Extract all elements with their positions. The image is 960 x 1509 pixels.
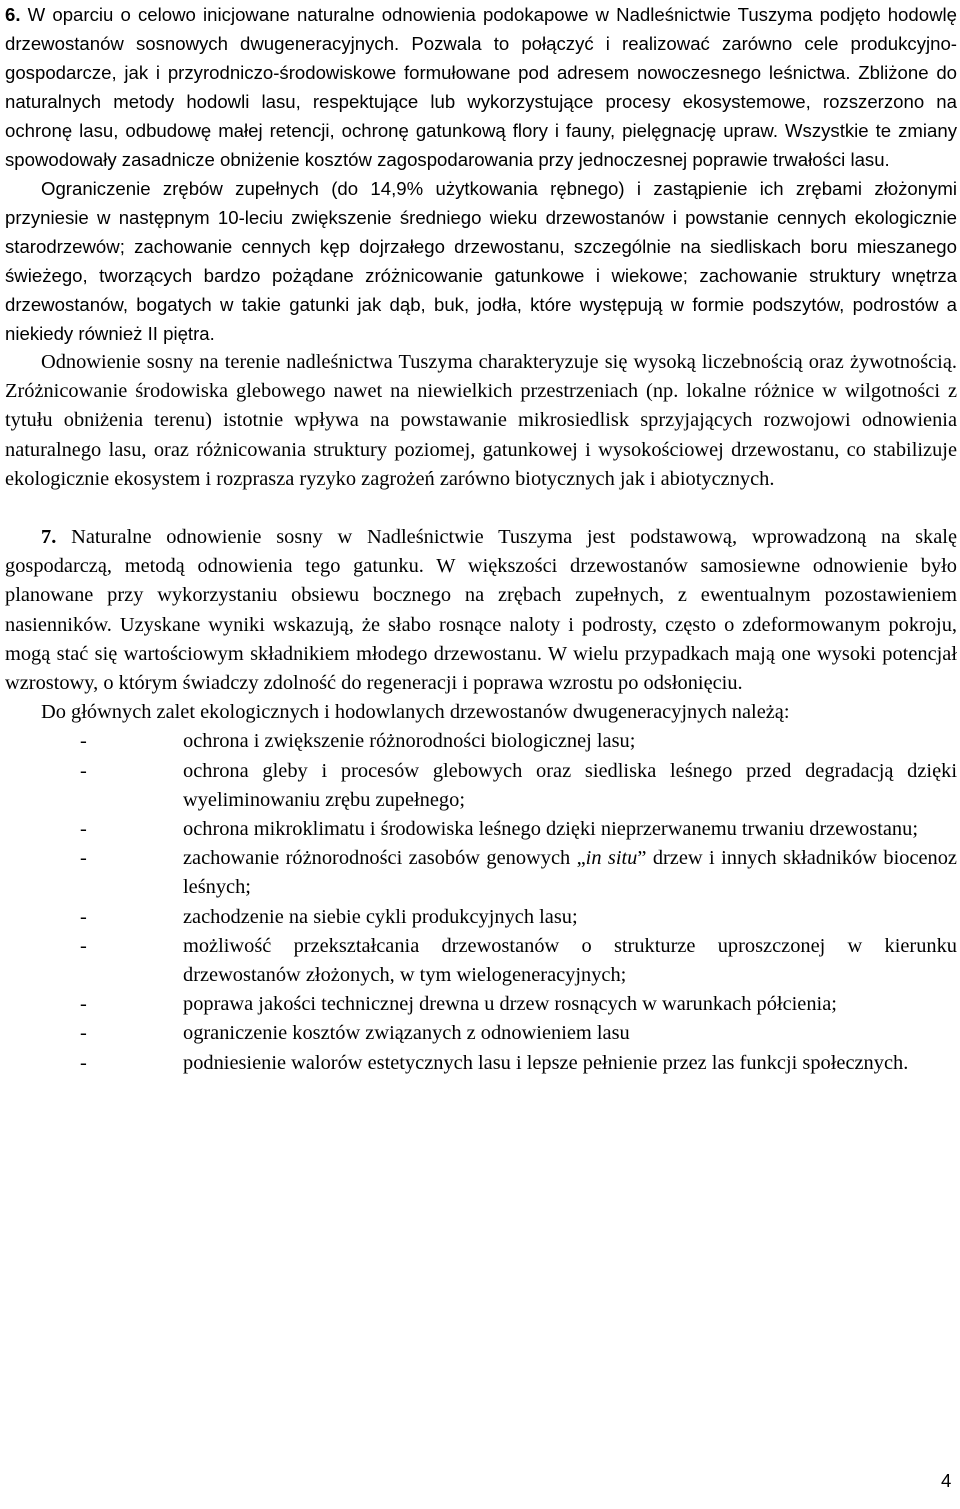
section-6-paragraph-3: Odnowienie sosny na terenie nadleśnictwa Tuszyma charakteryzuje się wysoką liczebnością oraz żywotnością. Zróżnicowanie środowiska glebowego nawet na niewielkich przestrzeniach (np. lokalne różnice w wilgotności z tytułu obniżenia terenu) istotnie wpływa na powstawanie mikrosiedlisk sprzyjających rozwojowi odnowienia naturalnego lasu, oraz różnicowania struktury poziomej, gatunkowej i wysokościowej drzewostanu, co stabilizuje ekologicznie ekosystem i rozprasza ryzyko zagrożeń zarówno biotycznych jak i abiotycznych. [5,351,957,490]
list-dash: - [80,1051,87,1074]
list-dash: - [80,1022,87,1045]
list-item [5,844,957,902]
list-item-text-end: ” drzew i innych składników biocenoz leśnych; [183,847,957,899]
section-7-paragraph-2: Do głównych zalet ekologicznych i hodowlanych drzewostanów dwugeneracyjnych należą: [41,701,790,724]
list-item [5,903,957,932]
list-item [5,1049,957,1078]
section-7-number: 7. [41,526,57,549]
list-item [5,932,957,990]
section-6 [5,0,957,348]
list-dash: - [80,934,87,957]
list-item [5,757,957,815]
list-item [5,990,957,1019]
section-6-paragraph-2: Ograniczenie zrębów zupełnych (do 14,9% użytkowania rębnego) i zastąpienie ich zrębami złożonymi przyniesie w następnym 10-leciu zwiększenie średniego wieku drzewostanów i powstanie cennych ekologicznie starodrzewów; zachowanie cennych kęp dojrzałego drzewostanu, szczególnie na siedliskach boru mieszanego świeżego, tworzących bardzo pożądane zróżnicowanie gatunkowe i wiekowe; zachowanie struktury wnętrza drzewostanów, bogatych w takie gatunki jak dąb, buk, jodła, które występują w formie podszytów, podrostów a niekiedy również II piętra. [5,178,957,344]
list-item-text: zachodzenie na siebie cykli produkcyjnych lasu; [183,905,578,928]
list-item-text: ochrona mikroklimatu i środowiska leśnego dzięki nieprzerwanemu trwaniu drzewostanu; [183,818,918,841]
list-item-text: podniesienie walorów estetycznych lasu i lepsze pełnienie przez las funkcji społecznych. [183,1051,909,1074]
list-dash: - [80,759,87,782]
list-dash: - [80,847,87,870]
section-6-continuation [5,348,957,1078]
list-dash: - [80,905,87,928]
section-6-paragraph-1-text: W oparciu o celowo inicjowane naturalne odnowienia podokapowe w Nadleśnictwie Tuszyma podjęto hodowlę drzewostanów sosnowych dwugeneracyjnych. Pozwala to połączyć i realizować zarówno cele produkcyjno-gospodarcze, jak i przyrodniczo-środowiskowe formułowane pod adresem nowoczesnego leśnictwa. Zbliżone do naturalnych metody hodowli lasu, respektujące lub wykorzystujące procesy ekosystemowe, rozszerzono na ochronę lasu, odbudowę małej retencji, ochronę gatunkową flory i fauny, pielęgnację upraw. Wszystkie te zmiany spowodowały zasadnicze obniżenie kosztów zagospodarowania przy jednoczesnej poprawie trwałości lasu. [5,4,957,170]
list-item-text: ochrona i zwiększenie różnorodności biologicznej lasu; [183,730,636,753]
list-item-text: ograniczenie kosztów związanych z odnowieniem lasu [183,1022,630,1045]
list-item-text: poprawa jakości technicznej drewna u drzew rosnących w warunkach półcienia; [183,993,837,1016]
list-dash: - [80,818,87,841]
list-item-text: ochrona gleby i procesów glebowych oraz siedliska leśnego przed degradacją dzięki wyeliminowaniu zrębu zupełnego; [183,759,957,811]
list-item [5,727,957,756]
list-item-text: możliwość przekształcania drzewostanów o strukturze uproszczonej w kierunku drzewostanów złożonych, w tym wielogeneracyjnych; [183,934,957,987]
list-item [5,815,957,844]
advantages-list [5,727,957,1077]
section-7-paragraph-1 [5,523,957,698]
list-item-text-start: zachowanie różnorodności zasobów genowych „ [183,847,586,870]
list-item [5,1019,957,1048]
section-6-number: 6. [5,4,21,25]
document-page [5,0,957,1078]
section-6-paragraph-1 [5,0,957,174]
section-7-paragraph-1-text: Naturalne odnowienie sosny w Nadleśnictwie Tuszyma jest podstawową, wprowadzoną na skalę gospodarczą, metodą odnowienia tego gatunku. W większości drzewostanów samosiewne odnowienie było planowane przy wykorzystaniu obsiewu bocznego na zrębach zupełnych, z ewentualnym pozostawieniem nasienników. Uzyskane wyniki wskazują, że słabo rosnące naloty i podrosty, często o zdeformowanym pokroju, mogą stać się wartościowym składnikiem młodego drzewostanu. W wielu przypadkach mają one wysoki potencjał wzrostowy, o którym świadczy zdolność do regeneracji i poprawa wzrostu po odsłonięciu. [5,526,957,695]
list-dash: - [80,993,87,1016]
list-item-italic-term: in situ [585,847,638,870]
list-dash: - [80,730,87,753]
page-number: 4 [941,1470,952,1491]
